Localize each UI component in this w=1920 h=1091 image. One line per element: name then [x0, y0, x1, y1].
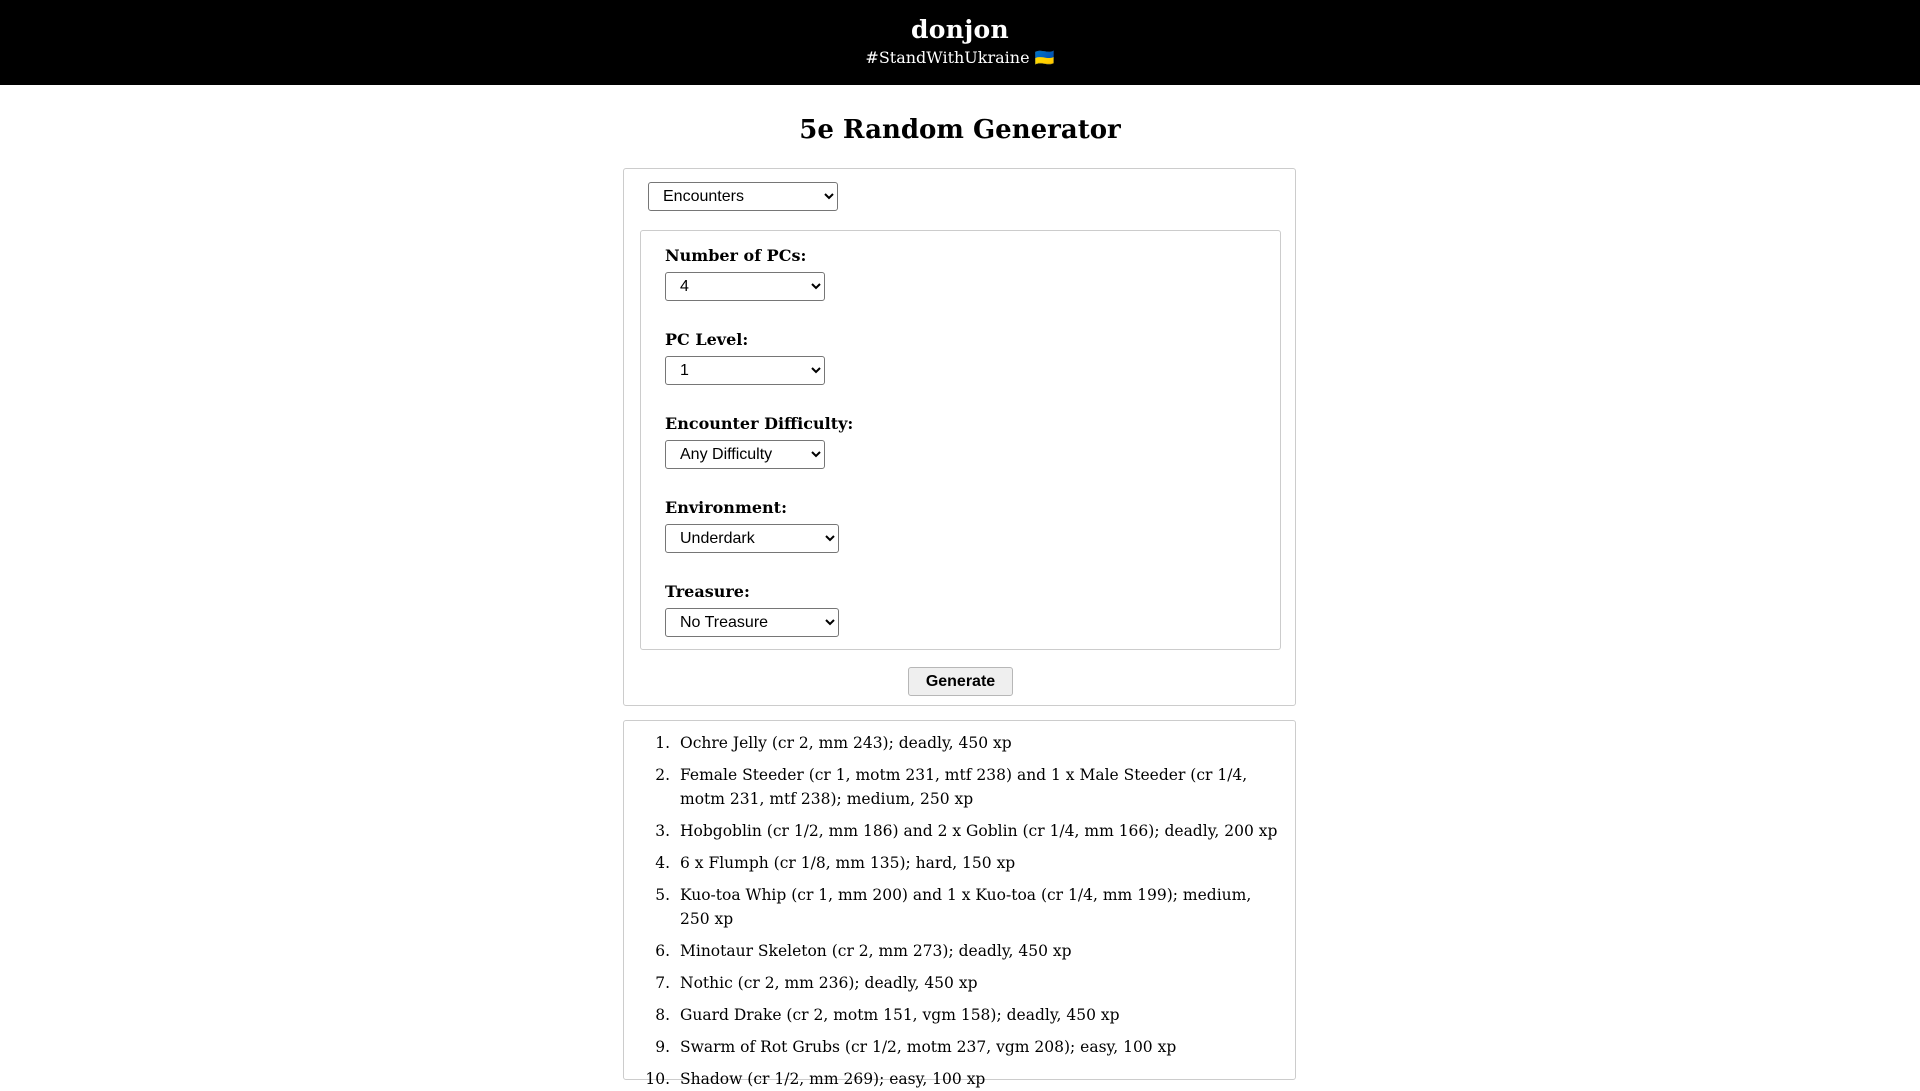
list-item-text: Shadow (cr 1/2, mm 269); easy, 100 xp — [680, 1070, 986, 1088]
pc-level-label: PC Level: — [665, 330, 749, 349]
treasure-select[interactable] — [665, 608, 839, 637]
encounter-difficulty-select[interactable] — [665, 440, 825, 469]
number-of-pcs-label: Number of PCs: — [665, 246, 807, 265]
treasure-label: Treasure: — [665, 582, 750, 601]
pc-level-field — [665, 330, 825, 385]
list-item-number: 8. — [655, 1006, 670, 1024]
generate-button[interactable]: Generate — [908, 667, 1013, 696]
site-tagline[interactable]: #StandWithUkraine 🇺🇦 — [865, 48, 1055, 67]
list-item-text: Guard Drake (cr 2, motm 151, vgm 158); deadly, 450 xp — [680, 1006, 1120, 1024]
environment-field — [665, 498, 839, 553]
list-item-text: Female Steeder (cr 1, motm 231, mtf 238) and 1 x Male Steeder (cr 1/4, motm 231, mtf 238); medium, 250 xp — [680, 766, 1248, 808]
list-item-number: 4. — [655, 854, 670, 872]
list-item — [655, 1003, 1279, 1027]
list-item-text: Kuo-toa Whip (cr 1, mm 200) and 1 x Kuo-toa (cr 1/4, mm 199); medium, 250 xp — [680, 886, 1252, 928]
encounter-difficulty-label: Encounter Difficulty: — [665, 414, 854, 433]
treasure-field — [665, 582, 839, 637]
list-item-text: Hobgoblin (cr 1/2, mm 186) and 2 x Goblin (cr 1/4, mm 166); deadly, 200 xp — [680, 822, 1278, 840]
list-item-number: 6. — [655, 942, 670, 960]
environment-label: Environment: — [665, 498, 787, 517]
pc-level-select[interactable] — [665, 356, 825, 385]
list-item-number: 7. — [655, 974, 670, 992]
list-item — [655, 939, 1279, 963]
generator-form-card — [623, 168, 1296, 706]
list-item — [655, 763, 1279, 811]
list-item — [655, 1035, 1279, 1059]
list-item-number: 1. — [655, 734, 670, 752]
list-item-number: 2. — [655, 766, 670, 784]
site-title-link[interactable]: donjon — [910, 15, 1010, 44]
list-item — [655, 971, 1279, 995]
list-item-text: 6 x Flumph (cr 1/8, mm 135); hard, 150 xp — [680, 854, 1016, 872]
results-list — [624, 721, 1295, 1091]
list-item-number: 9. — [655, 1038, 670, 1056]
number-of-pcs-select[interactable] — [665, 272, 825, 301]
site-header — [0, 0, 1920, 85]
page-title: 5e Random Generator — [799, 115, 1121, 145]
list-item — [645, 1067, 1279, 1091]
list-item-number: 10. — [645, 1070, 670, 1088]
list-item — [655, 731, 1279, 755]
list-item — [655, 883, 1279, 931]
list-item-number: 3. — [655, 822, 670, 840]
list-item-text: Ochre Jelly (cr 2, mm 243); deadly, 450 xp — [680, 734, 1012, 752]
environment-select[interactable] — [665, 524, 839, 553]
generator-type-select[interactable] — [648, 182, 838, 211]
list-item-text: Minotaur Skeleton (cr 2, mm 273); deadly, 450 xp — [680, 942, 1072, 960]
number-of-pcs-field — [665, 246, 825, 301]
list-item-number: 5. — [655, 886, 670, 904]
list-item-text: Swarm of Rot Grubs (cr 1/2, motm 237, vgm 208); easy, 100 xp — [680, 1038, 1177, 1056]
list-item — [655, 851, 1279, 875]
encounter-options-panel — [640, 230, 1281, 650]
encounter-difficulty-field — [665, 414, 853, 469]
results-card — [623, 720, 1296, 1088]
list-item — [655, 819, 1279, 843]
list-item-text: Nothic (cr 2, mm 236); deadly, 450 xp — [680, 974, 978, 992]
